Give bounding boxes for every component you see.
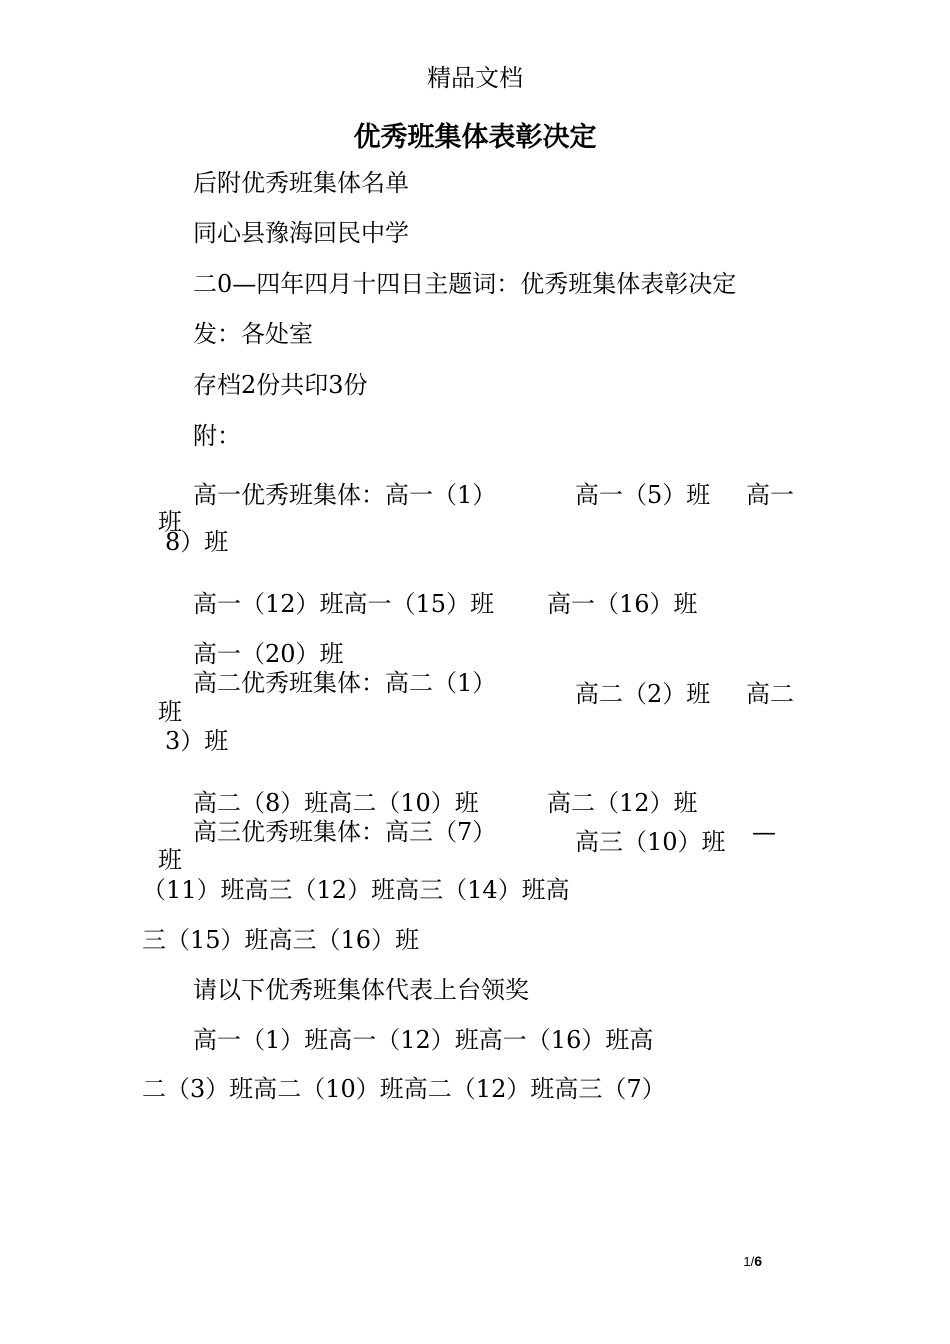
grade1-classes: 高一（12）班高一（15）班 [193, 590, 495, 618]
award-list: 二（3）班高二（10）班高二（12）班高三（7） [142, 1075, 666, 1103]
grade2-class: 3）班 [165, 727, 229, 755]
appendix-label: 附： [193, 422, 241, 450]
page-header: 精品文档 [427, 64, 523, 92]
grade2-class: 高二（2）班 [575, 680, 711, 708]
grade3-label: 高三优秀班集体：高三（7） [193, 818, 497, 846]
grade1-class: 高一（5）班 [575, 481, 711, 509]
grade2-label: 高二优秀班集体：高二（1） [193, 669, 497, 697]
grade3-classes: 三（15）班高三（16）班 [142, 926, 420, 954]
clipped-text: 班 [158, 846, 182, 874]
award-intro: 请以下优秀班集体代表上台领奖 [193, 976, 529, 1004]
grade2-class: 高二（12）班 [547, 789, 698, 817]
date-subject-line: 二0—四年四月十四日主题词：优秀班集体表彰决定 [193, 270, 737, 298]
grade2-class: 高二 [746, 680, 794, 708]
grade2-classes: 高二（8）班高二（10）班 [193, 789, 479, 817]
grade3-class: 高三（10）班 [575, 828, 726, 856]
award-list: 高一（1）班高一（12）班高一（16）班高 [193, 1026, 654, 1054]
grade1-class: 高一（20）班 [193, 640, 344, 668]
grade3-dash: — [752, 818, 776, 846]
archive-line: 存档2份共印3份 [193, 371, 368, 399]
document-title: 优秀班集体表彰决定 [353, 122, 597, 153]
grade1-class: 8）班 [165, 528, 229, 556]
grade1-label: 高一优秀班集体：高一（1） [193, 481, 497, 509]
clipped-text: 班 [158, 508, 182, 536]
grade1-class: 高一（16）班 [547, 590, 698, 618]
grade3-classes: （11）班高三（12）班高三（14）班高 [142, 876, 570, 904]
grade1-class: 高一 [746, 481, 794, 509]
clipped-text: 班 [158, 698, 182, 726]
school-name: 同心县豫海回民中学 [193, 219, 409, 247]
page-number: 1/6 [743, 1253, 762, 1269]
attachment-note: 后附优秀班集体名单 [193, 169, 409, 197]
distribution-line: 发：各处室 [193, 320, 313, 348]
